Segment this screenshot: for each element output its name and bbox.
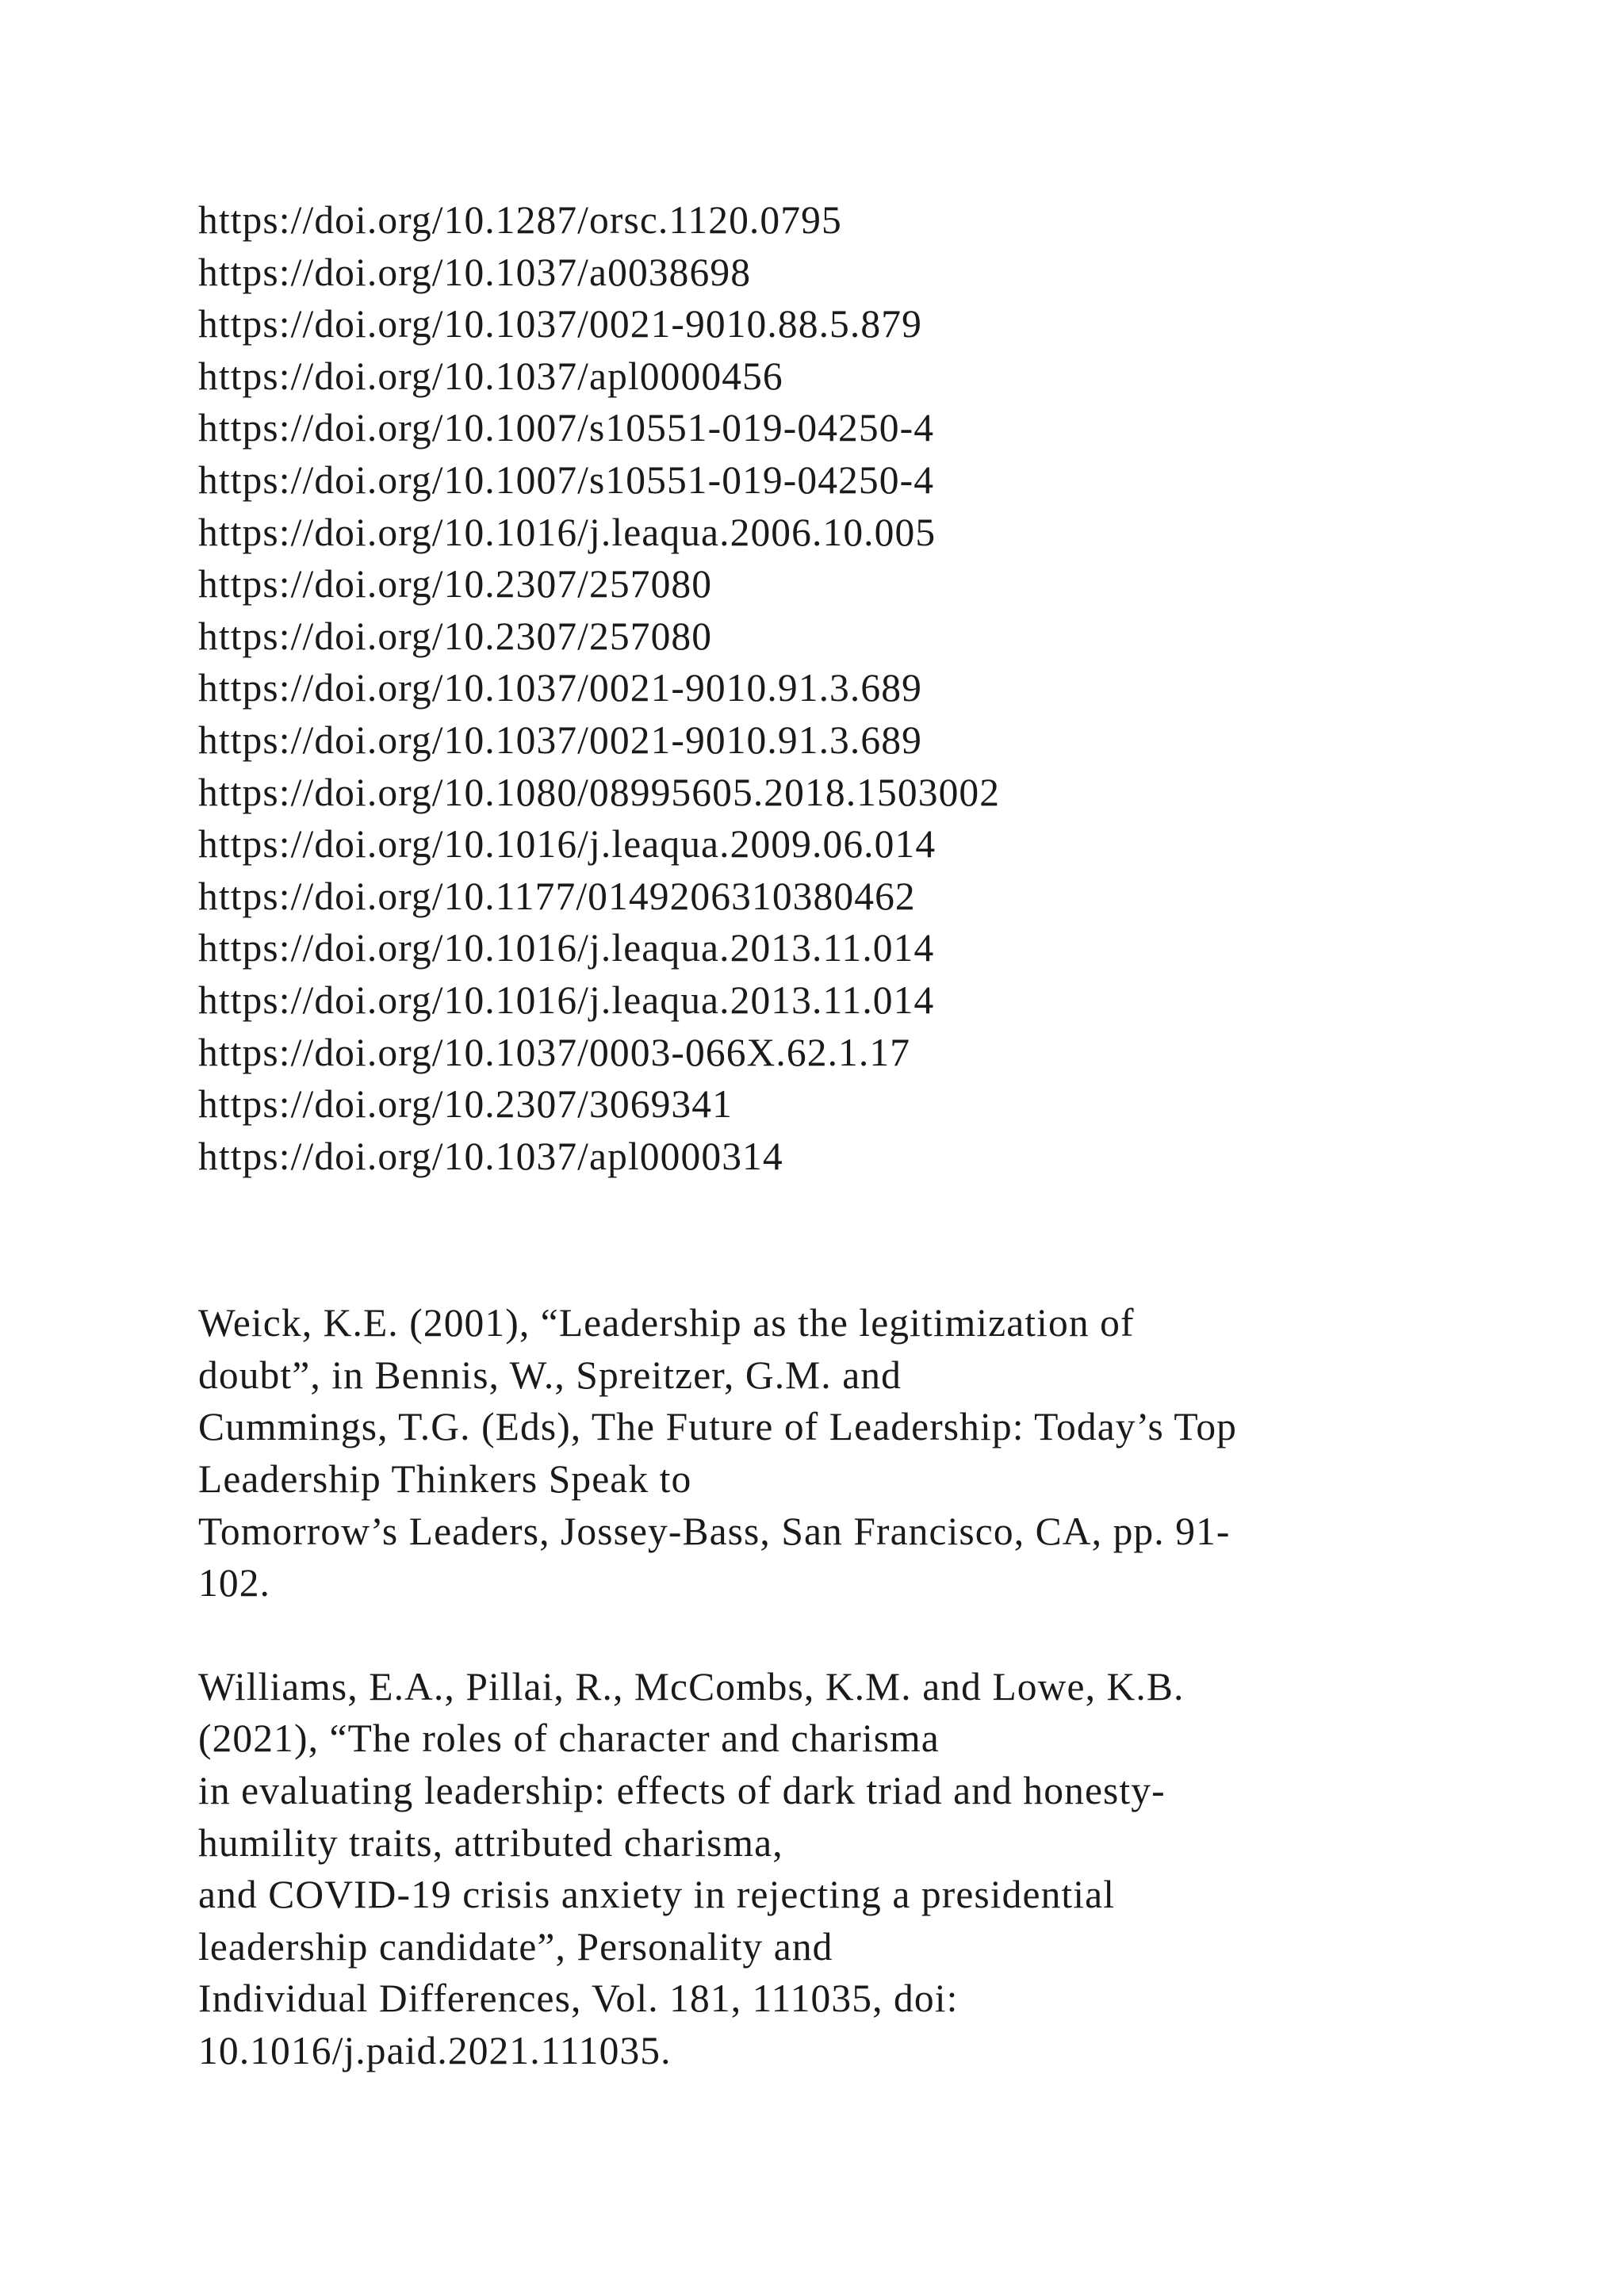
reference-line: Williams, E.A., Pillai, R., McCombs, K.M. and Lowe, K.B. [198,1664,1185,1709]
reference-line: Tomorrow’s Leaders, Jossey-Bass, San Francisco, CA, pp. 91- [198,1509,1231,1553]
reference-williams-2021 [198,1661,1435,2077]
reference-line: Individual Differences, Vol. 181, 111035, doi: [198,1976,959,2021]
reference-line: humility traits, attributed charisma, [198,1820,783,1865]
reference-line: and COVID-19 crisis anxiety in rejecting a presidential [198,1873,1116,1917]
doi-link[interactable]: https://doi.org/10.1037/0021-9010.91.3.689 [198,718,922,762]
reference-line: leadership candidate”, Personality and [198,1924,833,1969]
doi-link[interactable]: https://doi.org/10.1037/0021-9010.88.5.879 [198,302,922,346]
doi-link[interactable]: https://doi.org/10.2307/257080 [198,562,713,607]
reference-line: (2021), “The roles of character and charisma [198,1716,940,1761]
doi-link[interactable]: https://doi.org/10.1037/apl0000456 [198,354,783,398]
document-page [198,194,1435,2077]
reference-line: in evaluating leadership: effects of dark triad and honesty- [198,1769,1166,1813]
doi-link[interactable]: https://doi.org/10.1287/orsc.1120.0795 [198,198,842,242]
reference-weick-2001 [198,1297,1435,1609]
reference-line: Leadership Thinkers Speak to [198,1457,692,1502]
doi-link-list [198,194,1435,1182]
doi-link[interactable]: https://doi.org/10.1016/j.leaqua.2006.10.005 [198,510,936,554]
doi-link[interactable]: https://doi.org/10.1016/j.leaqua.2013.11.014 [198,926,935,970]
reference-line: Weick, K.E. (2001), “Leadership as the legitimization of [198,1301,1135,1345]
reference-line: Cummings, T.G. (Eds), The Future of Leadership: Today’s Top [198,1405,1238,1449]
doi-link[interactable]: https://doi.org/10.1007/s10551-019-04250-4 [198,457,935,502]
doi-link[interactable]: https://doi.org/10.1037/0021-9010.91.3.689 [198,666,922,710]
doi-link[interactable]: https://doi.org/10.1080/08995605.2018.1503002 [198,770,1001,814]
doi-link[interactable]: https://doi.org/10.1177/0149206310380462 [198,874,916,918]
doi-link[interactable]: https://doi.org/10.2307/257080 [198,614,713,658]
reference-line: 102. [198,1561,271,1605]
doi-link[interactable]: https://doi.org/10.1016/j.leaqua.2013.11.014 [198,978,935,1022]
doi-link[interactable]: https://doi.org/10.1037/a0038698 [198,250,752,294]
doi-link[interactable]: https://doi.org/10.1037/0003-066X.62.1.17 [198,1030,911,1074]
reference-line: 10.1016/j.paid.2021.111035. [198,2029,672,2072]
doi-link[interactable]: https://doi.org/10.1007/s10551-019-04250-4 [198,406,935,450]
doi-link[interactable]: https://doi.org/10.2307/3069341 [198,1082,733,1127]
doi-link[interactable]: https://doi.org/10.1016/j.leaqua.2009.06.014 [198,822,936,867]
reference-line: doubt”, in Bennis, W., Spreitzer, G.M. and [198,1353,902,1397]
doi-link[interactable]: https://doi.org/10.1037/apl0000314 [198,1134,783,1178]
